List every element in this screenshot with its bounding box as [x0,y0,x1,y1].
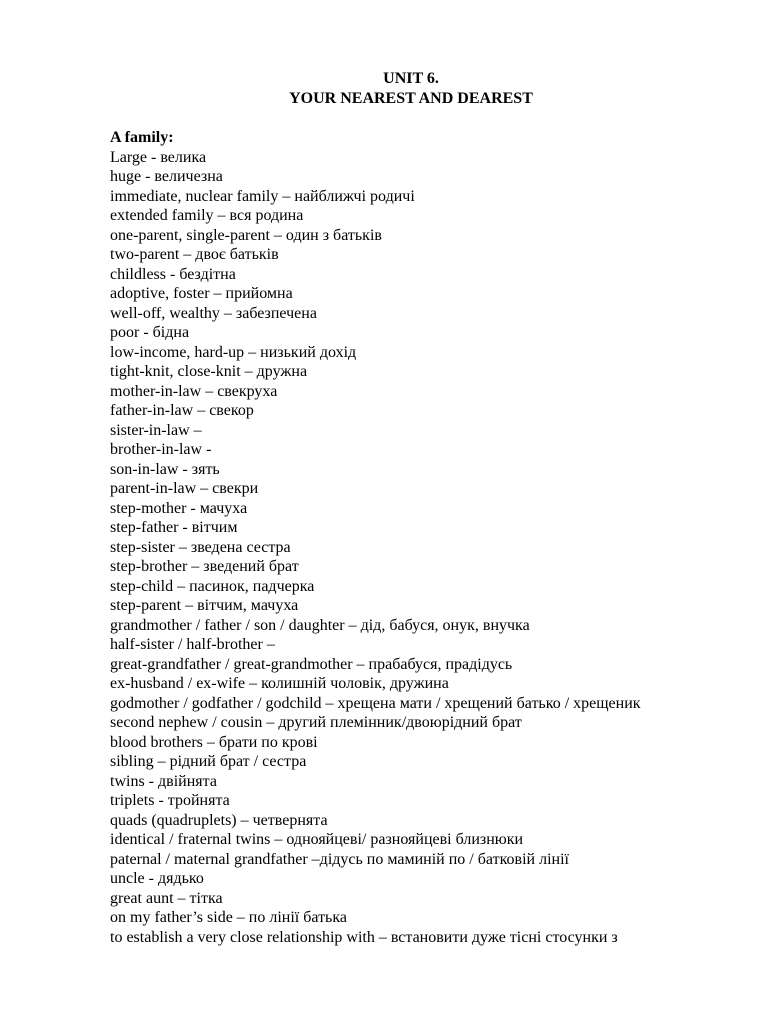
title-block [0,69,768,108]
vocab-item: immediate, nuclear family – найближчі родичі [110,187,415,205]
vocab-item: adoptive, foster – прийомна [110,285,293,302]
vocab-item: father-in-law – свекор [110,402,254,419]
vocab-item: step-child – пасинок, падчерка [110,577,315,595]
vocab-item: well-off, wealthy – забезпечена [110,304,317,322]
unit-number: UNIT 6. [383,70,439,87]
vocab-item: on my father’s side – по лінії батька [110,909,347,926]
vocab-item: uncle - дядько [110,870,204,887]
vocab-item: step-mother - мачуха [110,499,248,517]
vocab-item: step-father - вітчим [110,519,238,536]
vocab-item: parent-in-law – свекри [110,480,259,497]
vocab-item: tight-knit, close-knit – дружна [110,363,308,380]
vocab-item: low-income, hard-up – низький дохід [110,343,357,361]
vocab-item: Large - велика [110,148,207,166]
vocab-item: step-sister – зведена сестра [110,538,291,556]
vocab-item: second nephew / cousin – другий племінник/двоюрідний брат [110,714,522,731]
vocab-item: twins - двійнята [110,772,217,790]
vocab-item: extended family – вся родина [110,207,304,224]
vocab-item: brother-in-law - [110,441,212,458]
vocab-item: identical / fraternal twins – однояйцеві/ разнояйцеві близнюки [110,831,524,848]
vocabulary-list [110,148,750,948]
vocab-item: quads (quadruplets) – четвернята [110,811,328,829]
vocab-item: one-parent, single-parent – один з батьків [110,226,382,244]
vocab-item: blood brothers – брати по крові [110,733,318,751]
vocab-item: mother-in-law – свекруха [110,382,278,400]
vocab-item: huge - величезна [110,168,223,185]
vocab-item: poor - бідна [110,324,190,341]
vocabulary-section [110,128,750,947]
vocab-item: childless - бездітна [110,265,236,283]
vocab-item: step-brother – зведений брат [110,558,299,575]
vocab-item: sister-in-law – [110,421,202,439]
vocab-item: triplets - тройнята [110,792,230,809]
vocab-item: two-parent – двоє батьків [110,246,279,263]
section-heading: A family: [110,129,174,146]
vocab-item: step-parent – вітчим, мачуха [110,597,299,614]
unit-title: YOUR NEAREST AND DEAREST [289,89,533,107]
vocab-item: to establish a very close relationship with – встановити дуже тісні стосунки з [110,928,618,946]
vocab-item: great aunt – тітка [110,889,223,907]
vocab-item: grandmother / father / son / daughter – дід, бабуся, онук, внучка [110,616,530,634]
vocab-item: son-in-law - зять [110,460,220,478]
vocab-item: godmother / godfather / godchild – хрещена мати / хрещений батько / хрещеник [110,694,641,712]
vocab-item: ex-husband / ex-wife – колишній чоловік, дружина [110,675,449,692]
vocab-item: great-grandfather / great-grandmother – прабабуся, прадідусь [110,655,513,673]
vocab-item: sibling – рідний брат / сестра [110,753,307,770]
vocab-item: half-sister / half-brother – [110,636,275,653]
vocab-item: paternal / maternal grandfather –дідусь по маминій по / батковій лінії [110,850,569,868]
